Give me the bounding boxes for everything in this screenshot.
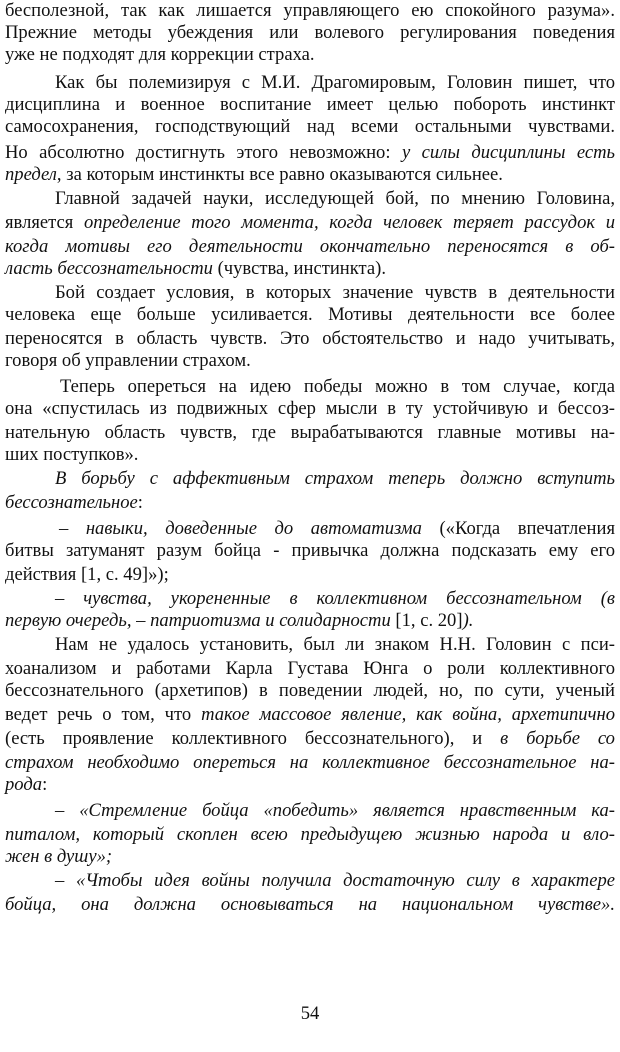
text-line: ших поступков». xyxy=(5,444,139,465)
text-line: – «Чтобы идея войны получила достаточную силу в характере xyxy=(55,870,615,891)
text-line: жен в душу»; xyxy=(5,846,113,867)
text-line: первую очередь, – патриотизма и солидарности [1, с. 20]). xyxy=(5,610,474,631)
text-line: – «Стремление бойца «победить» является нравственным ка- xyxy=(55,800,615,821)
text-line: бессознательное: xyxy=(5,492,143,513)
text-line: хоанализом и работами Карла Густава Юнга о роли коллективного xyxy=(5,658,615,679)
text-line: Главной задачей науки, исследующей бой, по мнению Головина, xyxy=(55,188,615,209)
text-line: говоря об управлении страхом. xyxy=(5,350,251,371)
text-line: самосохранения, господствующий над всеми остальными чувствами. xyxy=(5,116,615,137)
text-line: Бой создает условия, в которых значение чувств в деятельности xyxy=(55,282,615,303)
text-line: предел, за которым инстинкты все равно оказываются сильнее. xyxy=(5,164,503,185)
text-line: Но абсолютно достигнуть этого невозможно: у силы дисциплины есть xyxy=(5,142,615,163)
text-line: ласть бессознательности (чувства, инстинкта). xyxy=(5,258,386,279)
text-line: Прежние методы убеждения или волевого регулирования поведения xyxy=(5,22,615,43)
text-line: бессознательного (архетипов) в поведении людей, но, по сути, ученый xyxy=(5,680,615,701)
text-line: В борьбу с аффективным страхом теперь должно вступить xyxy=(55,468,615,489)
text-line: Теперь опереться на идею победы можно в том случае, когда xyxy=(60,376,615,397)
text-line: (есть проявление коллективного бессознательного), и в борьбе со xyxy=(5,728,615,749)
page-number: 54 xyxy=(300,1003,320,1024)
text-line: переносятся в область чувств. Это обстоятельство и надо учитывать, xyxy=(5,328,615,349)
text-line: страхом необходимо опереться на коллективное бессознательное на- xyxy=(5,752,615,773)
text-line: человека еще больше усиливается. Мотивы деятельности все более xyxy=(5,304,615,325)
text-line: когда мотивы его деятельности окончательно переносятся в об- xyxy=(5,236,615,257)
text-line: уже не подходят для коррекции страха. xyxy=(5,44,315,65)
text-line: она «спустилась из подвижных сфер мысли в ту устойчивую и бессоз- xyxy=(5,398,615,419)
text-line: – чувства, укорененные в коллективном бессознательном (в xyxy=(55,588,615,609)
text-line: нательную область чувств, где вырабатываются главные мотивы на- xyxy=(5,422,615,443)
text-line: рода: xyxy=(5,774,48,795)
text-line: бойца, она должна основываться на национальном чувстве». xyxy=(5,894,615,915)
text-line: Как бы полемизируя с М.И. Драгомировым, Головин пишет, что xyxy=(55,72,615,93)
text-line: бесполезной, так как лишается управляющего ею спокойного разума». xyxy=(5,0,615,21)
text-line: действия [1, с. 49]»); xyxy=(5,564,169,585)
text-line: ведет речь о том, что такое массовое явление, как война, архетипично xyxy=(5,704,615,725)
text-line: – навыки, доведенные до автоматизма («Когда впечатления xyxy=(59,518,615,539)
text-line: питалом, который скоплен всею предыдущею жизнью народа и вло- xyxy=(5,824,615,845)
text-line: дисциплина и военное воспитание имеет целью побороть инстинкт xyxy=(5,94,615,115)
text-line: Нам не удалось установить, был ли знаком Н.Н. Головин с пси- xyxy=(55,634,615,655)
text-line: битвы затуманят разум бойца - привычка должна подсказать ему его xyxy=(5,540,615,561)
text-line: является определение того момента, когда человек теряет рассудок и xyxy=(5,212,615,233)
